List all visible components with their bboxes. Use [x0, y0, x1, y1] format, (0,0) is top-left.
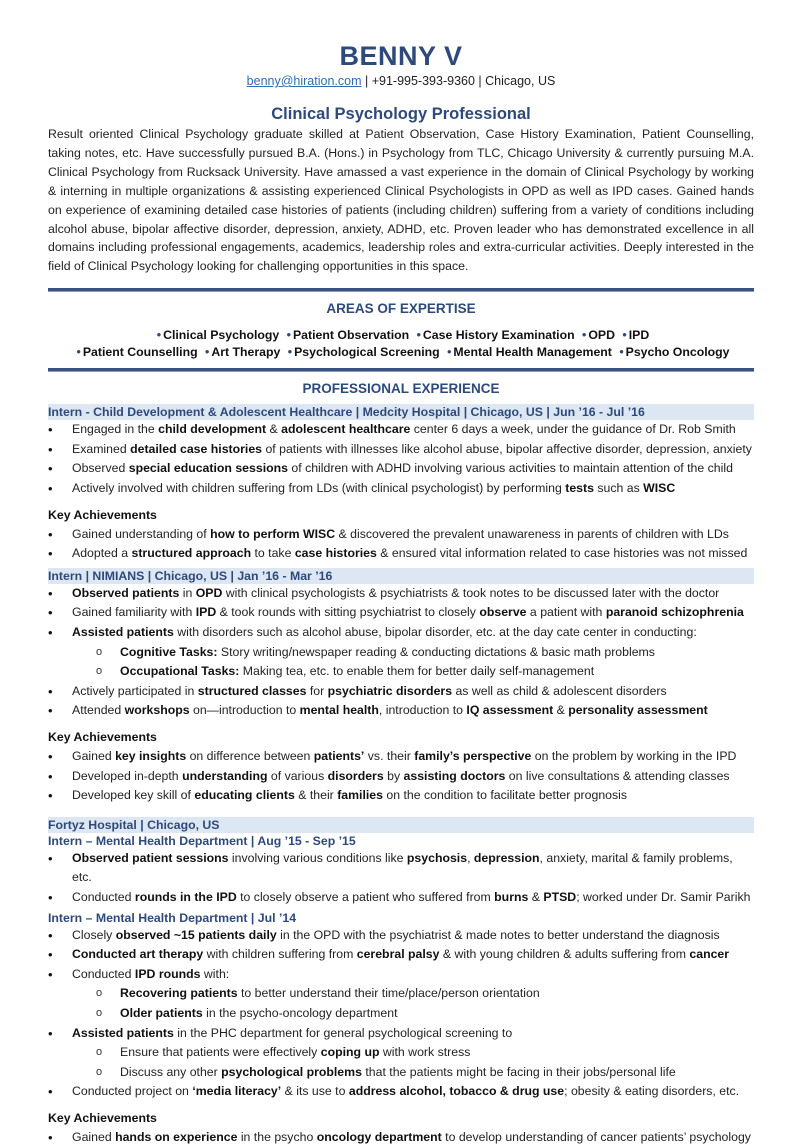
text-run: to better understand their time/place/person orientation [237, 986, 540, 1001]
emphasis-text: psychosis [406, 850, 468, 865]
text-run: with disorders such as alcohol abuse, bipolar disorder, etc. at the day cate center in conducting: [173, 625, 697, 639]
summary-paragraph: Result oriented Clinical Psychology graduate skilled at Patient Observation, Case History Examination, Patient Counselling, taking notes, etc. Have successfully pursued B.A. (Hons.) in Psychology from TLC, Chicago University & currently pursuing M.A. Clinical Psychology from Rucksack University. Have amassed a vast experience in the domain of Clinical Psychology by working & interning in multiple organizations & assisting experienced Clinical Psychologists in OPD as well as IPD cases. Gained hands on experience of examining detailed case histories of patients (including children) suffering from a variety of conditions including alcohol abuse, bipolar affective disorder, depression, anxiety, ADHD, etc. Proven leader who has demonstrated excellence in all domains including professional engagements, academics, leadership roles and extra-curricular activities. Deeply interested in the field of Clinical Psychology looking for challenging opportunities in this space. [48, 127, 754, 274]
emphasis-text: family’s perspective [414, 748, 532, 763]
emphasis-text: disorders [327, 768, 384, 783]
role-heading: Intern – Mental Health Department | Jul ’14 [48, 910, 297, 925]
bullet-item [48, 682, 754, 702]
emphasis-text: families [337, 788, 383, 803]
emphasis-text: key insights [115, 748, 187, 763]
emphasis-text: assisting doctors [403, 768, 506, 783]
separator: | [361, 74, 372, 88]
text-run: & with young children & adults suffering from [439, 947, 690, 962]
bullet-item [48, 767, 754, 787]
text-run: of various [267, 768, 328, 783]
text-run: & discovered the prevalent unawareness in parents of children with LDs [335, 526, 729, 541]
text-run: Gained [72, 748, 116, 763]
job-heading: Intern - Child Development & Adolescent Healthcare | Medcity Hospital | Chicago, US | Jun ’16 - Jul ’16 [48, 404, 754, 420]
emphasis-text: how to perform WISC [210, 526, 336, 541]
sub-bullet-item [48, 1043, 754, 1063]
candidate-name: BENNY V [339, 41, 463, 71]
emphasis-text: burns [494, 889, 529, 904]
emphasis-text: educating clients [194, 788, 295, 803]
sub-bullet-list [48, 984, 754, 1023]
text-run: with work stress [379, 1045, 471, 1060]
text-run: on difference between [186, 748, 314, 763]
emphasis-text: personality assessment [568, 703, 708, 718]
bullet-item [48, 926, 754, 946]
emphasis-text: understanding [182, 768, 268, 783]
emphasis-text: Older patients [120, 1005, 203, 1020]
text-run: & ensured vital information related to case histories was not missed [376, 546, 748, 561]
bullet-item [48, 701, 754, 721]
text-run: in the OPD with the psychiatrist & made notes to better understand the diagnosis [276, 927, 720, 942]
text-run: Engaged in the [72, 422, 159, 437]
emphasis-text: case histories [294, 546, 377, 561]
professional-headline: Clinical Psychology Professional [271, 105, 531, 123]
text-run: Actively involved with children suffering from LDs (with clinical psychologist) by performing [72, 481, 566, 496]
text-run: ; obesity & eating disorders, etc. [564, 1084, 740, 1099]
text-run: & its use to [281, 1084, 349, 1099]
bullet-item [48, 525, 754, 545]
text-run: by [383, 768, 404, 783]
bullet-item [48, 420, 754, 440]
expertise-list [48, 327, 754, 360]
emphasis-text: paranoid schizophrenia [605, 605, 744, 620]
text-run: Making tea, etc. to enable them for better daily self-management [239, 664, 595, 679]
expertise-item: Case History Examination [422, 328, 579, 343]
text-run: in the psycho [237, 1129, 317, 1144]
text-run: with: [200, 966, 230, 981]
sub-bullet-item [48, 643, 754, 663]
expertise-item: Psychological Screening [294, 344, 444, 359]
emphasis-text: hands on experience [115, 1129, 238, 1144]
bullet-list [48, 525, 754, 564]
bullet-icon: • [287, 344, 293, 359]
job-entry [48, 817, 754, 1147]
text-run: on the problem by working in the IPD [531, 748, 737, 763]
emphasis-text: observed ~15 patients daily [115, 927, 277, 942]
text-run: in the psycho-oncology department [202, 1005, 398, 1020]
experience-title: PROFESSIONAL EXPERIENCE [302, 381, 500, 397]
emphasis-text: mental health [299, 703, 379, 718]
expertise-item: Psycho Oncology [625, 344, 730, 359]
text-run: Story writing/newspaper reading & conducting dictations & basic math problems [217, 644, 655, 659]
text-run: of patients with illnesses like alcohol abuse, bipolar affective disorder, depression, anxiety [262, 441, 752, 456]
bullet-item [48, 849, 754, 888]
text-run: as well as child & adolescent disorders [452, 683, 667, 698]
text-run: Conducted project on [72, 1084, 193, 1099]
expertise-title: AREAS OF EXPERTISE [326, 301, 476, 317]
sub-bullet-group [48, 643, 754, 682]
text-run: vs. their [364, 748, 415, 763]
bullet-icon: • [622, 328, 627, 343]
emphasis-text: structured approach [131, 546, 252, 561]
emphasis-text: IQ assessment [466, 703, 554, 718]
phone-number: +91-995-393-9360 [371, 74, 475, 88]
bullet-item [48, 945, 754, 965]
contact-line [48, 73, 754, 89]
key-achievements-label: Key Achievements [48, 729, 157, 744]
text-run: Attended [72, 703, 125, 718]
bullet-item [48, 584, 754, 604]
text-run: with children suffering from [203, 947, 357, 962]
text-run: to take [251, 546, 295, 561]
expertise-item: Patient Counselling [82, 344, 202, 359]
text-run: Gained familiarity with [72, 605, 196, 620]
text-run: with clinical psychologists & psychiatrists & took notes to be discussed later with the doctor [222, 585, 720, 600]
expertise-item: OPD [588, 328, 619, 343]
text-run: , [467, 850, 474, 865]
text-run: that the patients might be facing in their jobs/personal life [361, 1064, 676, 1079]
emphasis-text: cancer [689, 947, 730, 962]
sub-bullet-list [48, 1043, 754, 1082]
bullet-icon: • [156, 328, 162, 343]
text-run: to develop understanding of cancer patients’ psychology [441, 1129, 751, 1144]
emphasis-text: adolescent healthcare [281, 422, 411, 437]
emphasis-text: PTSD [543, 889, 577, 904]
text-run: Closely [72, 927, 116, 942]
text-run: a patient with [526, 605, 606, 620]
bullet-list [48, 1128, 754, 1147]
emphasis-text: Assisted patients [72, 1025, 174, 1040]
sub-bullet-item [48, 1063, 754, 1083]
location: Chicago, US [485, 74, 556, 88]
text-run: on the condition to facilitate better prognosis [382, 788, 628, 803]
emphasis-text: Assisted patients [72, 625, 174, 639]
emphasis-text: coping up [320, 1045, 380, 1060]
expertise-item: Patient Observation [292, 328, 413, 343]
expertise-item: Clinical Psychology [163, 328, 283, 343]
text-run: Conducted [72, 889, 135, 904]
key-achievements-label: Key Achievements [48, 507, 157, 522]
text-run: & [553, 703, 569, 718]
employer-heading: Fortyz Hospital | Chicago, US [48, 817, 754, 833]
text-run: , introduction to [378, 703, 467, 718]
text-run: , anxiety, marital & family problems, etc. [72, 850, 733, 885]
emphasis-text: WISC [643, 481, 676, 496]
emphasis-text: Occupational Tasks: [120, 664, 240, 679]
bullet-icon: • [619, 344, 624, 359]
emphasis-text: special education sessions [128, 461, 288, 476]
text-run: in the PHC department for general psychological screening to [173, 1025, 513, 1040]
text-run: & took rounds with sitting psychiatrist to closely [216, 605, 480, 620]
text-run: ; worked under Dr. Samir Parikh [576, 889, 751, 904]
emphasis-text: Conducted art therapy [72, 947, 204, 962]
bullet-item [48, 1024, 754, 1044]
experience-list [48, 404, 754, 1147]
section-divider [48, 368, 754, 372]
emphasis-text: cerebral palsy [356, 947, 440, 962]
text-run: & [266, 422, 282, 437]
job-heading: Intern | NIMIANS | Chicago, US | Jan ’16 - Mar ’16 [48, 568, 754, 584]
expertise-item: IPD [628, 328, 650, 343]
separator: | [474, 74, 486, 88]
emphasis-text: structured classes [197, 683, 307, 698]
emphasis-text: OPD [195, 585, 223, 600]
bullet-item [48, 459, 754, 479]
bullet-item [48, 888, 754, 908]
sub-bullet-item [48, 1004, 754, 1024]
bullet-item [48, 1128, 754, 1147]
emphasis-text: psychological problems [221, 1064, 362, 1079]
sub-bullet-list [48, 643, 754, 682]
emphasis-text: address alcohol, tobacco & drug use [348, 1084, 565, 1099]
bullet-icon: • [416, 328, 421, 343]
bullet-icon: • [447, 344, 452, 359]
text-run: Developed key skill of [72, 788, 195, 803]
emphasis-text: IPD [195, 605, 217, 620]
sub-bullet-item [48, 984, 754, 1004]
bullet-item [48, 786, 754, 806]
text-run: Ensure that patients were effectively [120, 1045, 321, 1060]
emphasis-text: Observed patient sessions [72, 850, 229, 865]
text-run: on—introduction to [189, 703, 300, 718]
text-run: center 6 days a week, under the guidance of Dr. Rob Smith [410, 422, 736, 437]
bullet-item [48, 544, 754, 564]
resume-page [48, 0, 754, 1147]
bullet-list [48, 747, 754, 806]
bullet-icon: • [582, 328, 587, 343]
expertise-row [48, 344, 754, 361]
role-heading: Intern – Mental Health Department | Aug ’15 - Sep ’15 [48, 833, 356, 848]
emphasis-text: tests [565, 481, 594, 496]
bullet-icon: • [76, 344, 81, 359]
emphasis-text: rounds in the IPD [134, 889, 237, 904]
bullet-icon: • [205, 344, 210, 359]
text-run: Gained understanding of [72, 526, 211, 541]
bullet-list [48, 926, 754, 1102]
emphasis-text: psychiatric disorders [327, 683, 453, 698]
sub-bullet-group [48, 1043, 754, 1082]
text-run: in [179, 585, 196, 600]
text-run: & [528, 889, 544, 904]
text-run: Conducted [72, 966, 135, 981]
expertise-item: Mental Health Management [453, 344, 616, 359]
bullet-item [48, 623, 754, 643]
email-link[interactable]: benny@hiration.com [246, 74, 362, 88]
emphasis-text: IPD rounds [134, 966, 201, 981]
emphasis-text: observe [479, 605, 527, 620]
emphasis-text: oncology department [316, 1129, 442, 1144]
text-run: & their [294, 788, 338, 803]
bullet-item [48, 965, 754, 985]
expertise-row [48, 327, 754, 344]
text-run: for [306, 683, 328, 698]
job-entry [48, 404, 754, 564]
sub-bullet-group [48, 984, 754, 1023]
emphasis-text: Recovering patients [120, 986, 238, 1001]
bullet-item [48, 440, 754, 460]
section-divider [48, 288, 754, 292]
emphasis-text: detailed case histories [130, 441, 263, 456]
bullet-item [48, 747, 754, 767]
bullet-list [48, 584, 754, 721]
text-run: to closely observe a patient who suffered from [236, 889, 495, 904]
bullet-list [48, 849, 754, 908]
emphasis-text: workshops [124, 703, 190, 718]
sub-bullet-item [48, 662, 754, 682]
text-run: Actively participated in [72, 683, 198, 698]
bullet-list [48, 420, 754, 498]
bullet-icon: • [286, 328, 291, 343]
text-run: on live consultations & attending classes [505, 768, 730, 783]
text-run: of children with ADHD involving various activities to maintain attention of the child [287, 461, 733, 476]
emphasis-text: depression [473, 850, 540, 865]
text-run: Developed in-depth [72, 768, 183, 783]
text-run: Discuss any other [120, 1064, 222, 1079]
text-run: Examined [72, 441, 131, 456]
bullet-item [48, 603, 754, 623]
text-run: Observed [72, 461, 129, 476]
emphasis-text: patients’ [313, 748, 365, 763]
job-entry [48, 568, 754, 806]
emphasis-text: Observed patients [72, 585, 180, 600]
text-run: involving various conditions like [228, 850, 407, 865]
text-run: such as [593, 481, 644, 496]
text-run: Adopted a [72, 546, 132, 561]
bullet-item [48, 1082, 754, 1102]
emphasis-text: ‘media literacy’ [192, 1084, 282, 1099]
text-run: Gained [72, 1129, 116, 1144]
emphasis-text: Cognitive Tasks: [120, 644, 218, 659]
key-achievements-label: Key Achievements [48, 1110, 157, 1125]
expertise-item: Art Therapy [211, 344, 284, 359]
bullet-item [48, 479, 754, 499]
emphasis-text: child development [158, 422, 267, 437]
